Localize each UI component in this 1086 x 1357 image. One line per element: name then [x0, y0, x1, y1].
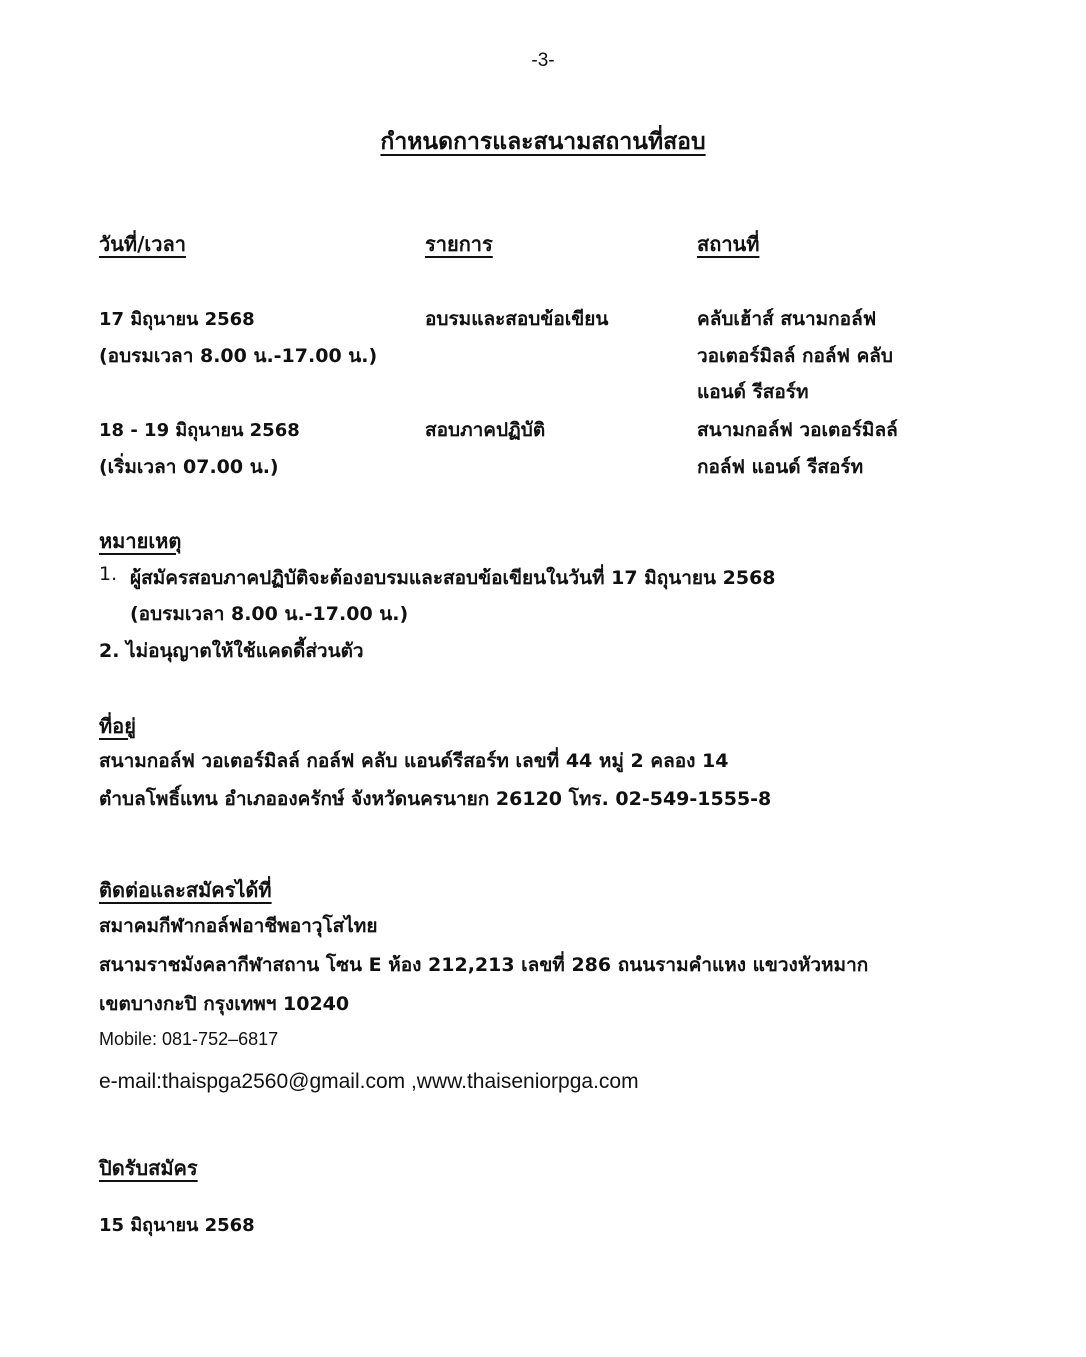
contact-email-website: e-mail:thaispga2560@gmail.com ,www.thaiseniorpga.com [99, 1070, 639, 1093]
row1-place-line2: วอเตอร์มิลล์ กอล์ฟ คลับ [697, 345, 893, 367]
page-number: -3- [531, 50, 555, 71]
row1-date: 17 มิถุนายน 2568 [99, 309, 255, 330]
notes-heading: หมายเหตุ [99, 529, 182, 553]
document-title-text: กำหนดการและสนามสถานที่สอบ [380, 129, 706, 155]
note1-line2: (อบรมเวลา 8.00 น.-17.00 น.) [130, 603, 409, 625]
contact-mobile: Mobile: 081-752–6817 [99, 1029, 279, 1049]
note1-line1: ผู้สมัครสอบภาคปฏิบัติจะต้องอบรมและสอบข้อเขียนในวันที่ 17 มิถุนายน 2568 [130, 567, 776, 589]
contact-heading: ติดต่อและสมัครได้ที่ [99, 878, 272, 902]
contact-org: สมาคมกีฬากอล์ฟอาชีพอาวุโสไทย [99, 915, 378, 937]
header-place: สถานที่ [697, 232, 760, 256]
row1-place-line3: แอนด์ รีสอร์ท [697, 381, 809, 403]
closing-heading: ปิดรับสมัคร [99, 1156, 198, 1180]
note1-number: 1. [99, 563, 118, 585]
row2-place-line1: สนามกอล์ฟ วอเตอร์มิลล์ [697, 419, 898, 441]
row1-place-line1: คลับเฮ้าส์ สนามกอล์ฟ [697, 308, 877, 330]
closing-date: 15 มิถุนายน 2568 [99, 1215, 255, 1236]
contact-address-line1: สนามราชมังคลากีฬาสถาน โซน E ห้อง 212,213 เลขที่ 286 ถนนรามคำแหง แขวงหัวหมาก [99, 954, 869, 976]
row2-item: สอบภาคปฏิบัติ [425, 419, 546, 441]
note2: 2. ไม่อนุญาตให้ใช้แคดดี้ส่วนตัว [99, 640, 364, 662]
row2-date: 18 - 19 มิถุนายน 2568 [99, 420, 300, 441]
row1-time: (อบรมเวลา 8.00 น.-17.00 น.) [99, 345, 378, 367]
row2-time: (เริ่มเวลา 07.00 น.) [99, 456, 279, 478]
row1-item: อบรมและสอบข้อเขียน [425, 308, 609, 330]
row2-place-line2: กอล์ฟ แอนด์ รีสอร์ท [697, 456, 864, 478]
address-line1: สนามกอล์ฟ วอเตอร์มิลล์ กอล์ฟ คลับ แอนด์รีสอร์ท เลขที่ 44 หมู่ 2 คลอง 14 [99, 750, 729, 772]
address-heading: ที่อยู่ [99, 714, 136, 738]
document-title [0, 124, 1086, 160]
header-datetime: วันที่/เวลา [99, 232, 186, 256]
address-line2: ตำบลโพธิ์แทน อำเภอองครักษ์ จังหวัดนครนายก 26120 โทร. 02-549-1555-8 [99, 788, 772, 810]
header-item: รายการ [425, 232, 493, 256]
contact-address-line2: เขตบางกะปิ กรุงเทพฯ 10240 [99, 993, 350, 1015]
